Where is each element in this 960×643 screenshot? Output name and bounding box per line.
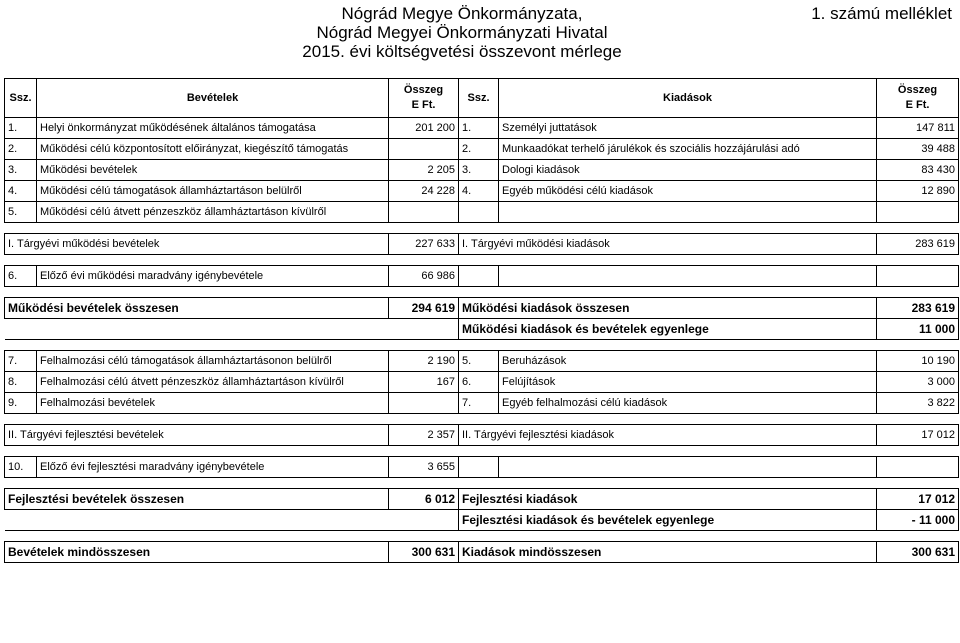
- spacer-cell: [499, 287, 877, 298]
- spacer-cell: [5, 446, 37, 457]
- income-amount: 2 190: [389, 351, 459, 372]
- expense-ssz: 2.: [459, 139, 499, 160]
- expense-summary-label: I. Tárgyévi működési kiadások: [459, 234, 877, 255]
- spacer-row: [5, 287, 959, 298]
- expense-summary-label: Fejlesztési kiadások és bevételek egyenlege: [459, 510, 877, 531]
- summary-row: [5, 234, 959, 255]
- spacer-cell: [389, 446, 459, 457]
- table-row: [5, 118, 959, 139]
- spacer-row: [5, 255, 959, 266]
- summary-row: [5, 510, 959, 531]
- table-row: [5, 160, 959, 181]
- spacer-cell: [459, 223, 499, 234]
- spacer-cell: [877, 223, 959, 234]
- income-ssz: 3.: [5, 160, 37, 181]
- summary-row: [5, 425, 959, 446]
- spacer-cell: [37, 531, 389, 542]
- table-header-row: [5, 79, 959, 118]
- col-amount-left: [389, 79, 459, 118]
- table-row: [5, 139, 959, 160]
- income-item: Előző évi fejlesztési maradvány igénybevétele: [37, 457, 389, 478]
- spacer-cell: [37, 414, 389, 425]
- expense-summary-label: II. Tárgyévi fejlesztési kiadások: [459, 425, 877, 446]
- amount-unit: E Ft.: [411, 99, 436, 111]
- expense-amount: 10 190: [877, 351, 959, 372]
- col-income: Bevételek: [37, 79, 389, 118]
- spacer-cell: [877, 531, 959, 542]
- document-title: [242, 4, 682, 61]
- expense-item: [499, 457, 877, 478]
- spacer-cell: [459, 414, 499, 425]
- spacer-cell: [877, 414, 959, 425]
- expense-ssz: [459, 266, 499, 287]
- spacer-cell: [389, 478, 459, 489]
- spacer-cell: [459, 255, 499, 266]
- spacer-cell: [389, 287, 459, 298]
- spacer-cell: [389, 414, 459, 425]
- spacer-cell: [389, 223, 459, 234]
- expense-item: Személyi juttatások: [499, 118, 877, 139]
- expense-item: Beruházások: [499, 351, 877, 372]
- income-item: Működési célú központosított előirányzat, kiegészítő támogatás: [37, 139, 389, 160]
- summary-row: [5, 319, 959, 340]
- income-summary-label: Bevételek mindösszesen: [5, 542, 389, 563]
- spacer-row: [5, 531, 959, 542]
- income-ssz: 6.: [5, 266, 37, 287]
- spacer-cell: [499, 478, 877, 489]
- spacer-cell: [37, 340, 389, 351]
- income-summary-label: I. Tárgyévi működési bevételek: [5, 234, 389, 255]
- expense-item: Egyéb felhalmozási célú kiadások: [499, 393, 877, 414]
- spacer-row: [5, 223, 959, 234]
- expense-ssz: [459, 457, 499, 478]
- blank-cell: [5, 319, 459, 340]
- income-summary-amount: 2 357: [389, 425, 459, 446]
- col-ssz-left: Ssz.: [5, 79, 37, 118]
- income-amount: 2 205: [389, 160, 459, 181]
- title-line-3: 2015. évi költségvetési összevont mérlege: [302, 42, 622, 61]
- income-item: Felhalmozási célú átvett pénzeszköz államháztartáson kívülről: [37, 372, 389, 393]
- expense-ssz: 6.: [459, 372, 499, 393]
- income-ssz: 9.: [5, 393, 37, 414]
- spacer-cell: [459, 446, 499, 457]
- spacer-cell: [37, 287, 389, 298]
- expense-amount: 3 822: [877, 393, 959, 414]
- spacer-cell: [459, 340, 499, 351]
- expense-ssz: 4.: [459, 181, 499, 202]
- col-ssz-right: Ssz.: [459, 79, 499, 118]
- expense-amount: 3 000: [877, 372, 959, 393]
- spacer-cell: [37, 446, 389, 457]
- expense-summary-label: Fejlesztési kiadások: [459, 489, 877, 510]
- income-ssz: 8.: [5, 372, 37, 393]
- income-amount: 24 228: [389, 181, 459, 202]
- expense-summary-amount: 283 619: [877, 234, 959, 255]
- spacer-cell: [5, 340, 37, 351]
- expense-item: Munkaadókat terhelő járulékok és szociális hozzájárulási adó: [499, 139, 877, 160]
- title-line-1: Nógrád Megye Önkormányzata,: [341, 4, 583, 23]
- spacer-cell: [5, 255, 37, 266]
- spacer-cell: [37, 255, 389, 266]
- income-summary-label: Működési bevételek összesen: [5, 298, 389, 319]
- amount-label: Összeg: [403, 84, 444, 96]
- spacer-cell: [389, 255, 459, 266]
- spacer-cell: [877, 446, 959, 457]
- expense-summary-amount: 283 619: [877, 298, 959, 319]
- income-ssz: 1.: [5, 118, 37, 139]
- income-ssz: 10.: [5, 457, 37, 478]
- income-amount: [389, 202, 459, 223]
- spacer-cell: [459, 287, 499, 298]
- expense-item: [499, 202, 877, 223]
- spacer-cell: [499, 446, 877, 457]
- balance-table: [4, 78, 959, 563]
- spacer-cell: [5, 287, 37, 298]
- income-ssz: 5.: [5, 202, 37, 223]
- spacer-cell: [5, 478, 37, 489]
- expense-amount: 83 430: [877, 160, 959, 181]
- annex-label: 1. számú melléklet: [811, 4, 952, 23]
- income-amount: 167: [389, 372, 459, 393]
- income-summary-amount: 227 633: [389, 234, 459, 255]
- spacer-cell: [37, 223, 389, 234]
- income-amount: 66 986: [389, 266, 459, 287]
- expense-ssz: [459, 202, 499, 223]
- spacer-row: [5, 446, 959, 457]
- income-item: Felhalmozási célú támogatások államháztartásonon belülről: [37, 351, 389, 372]
- amount-unit: E Ft.: [905, 99, 930, 111]
- spacer-cell: [389, 340, 459, 351]
- expense-summary-amount: 17 012: [877, 425, 959, 446]
- summary-row: [5, 298, 959, 319]
- expense-amount: 147 811: [877, 118, 959, 139]
- income-item: Működési célú átvett pénzeszköz államháztartáson kívülről: [37, 202, 389, 223]
- expense-summary-amount: 300 631: [877, 542, 959, 563]
- spacer-cell: [877, 478, 959, 489]
- income-amount: [389, 139, 459, 160]
- income-amount: [389, 393, 459, 414]
- expense-summary-amount: - 11 000: [877, 510, 959, 531]
- spacer-cell: [5, 531, 37, 542]
- spacer-cell: [499, 255, 877, 266]
- expense-ssz: 7.: [459, 393, 499, 414]
- income-item: Felhalmozási bevételek: [37, 393, 389, 414]
- income-item: Működési célú támogatások államháztartáson belülről: [37, 181, 389, 202]
- expense-item: Felújítások: [499, 372, 877, 393]
- income-ssz: 4.: [5, 181, 37, 202]
- table-row: [5, 372, 959, 393]
- spacer-row: [5, 414, 959, 425]
- spacer-cell: [499, 414, 877, 425]
- col-expense: Kiadások: [499, 79, 877, 118]
- income-item: Helyi önkormányzat működésének általános támogatása: [37, 118, 389, 139]
- table-row: [5, 351, 959, 372]
- table-row: [5, 457, 959, 478]
- income-summary-amount: 294 619: [389, 298, 459, 319]
- spacer-cell: [877, 287, 959, 298]
- expense-ssz: 1.: [459, 118, 499, 139]
- expense-summary-label: Működési kiadások és bevételek egyenlege: [459, 319, 877, 340]
- amount-label: Összeg: [897, 84, 938, 96]
- col-amount-right: [877, 79, 959, 118]
- income-summary-label: II. Tárgyévi fejlesztési bevételek: [5, 425, 389, 446]
- income-summary-amount: 300 631: [389, 542, 459, 563]
- spacer-cell: [459, 531, 499, 542]
- table-row: [5, 181, 959, 202]
- table-row: [5, 393, 959, 414]
- blank-cell: [5, 510, 459, 531]
- spacer-row: [5, 340, 959, 351]
- expense-summary-amount: 11 000: [877, 319, 959, 340]
- income-summary-label: Fejlesztési bevételek összesen: [5, 489, 389, 510]
- expense-amount: 39 488: [877, 139, 959, 160]
- table-row: [5, 202, 959, 223]
- income-amount: 3 655: [389, 457, 459, 478]
- spacer-row: [5, 478, 959, 489]
- spacer-cell: [877, 340, 959, 351]
- summary-row: [5, 489, 959, 510]
- spacer-cell: [877, 255, 959, 266]
- expense-amount: 12 890: [877, 181, 959, 202]
- expense-amount: [877, 266, 959, 287]
- expense-ssz: 5.: [459, 351, 499, 372]
- income-item: Működési bevételek: [37, 160, 389, 181]
- summary-row: [5, 542, 959, 563]
- table-row: [5, 266, 959, 287]
- expense-summary-label: Működési kiadások összesen: [459, 298, 877, 319]
- spacer-cell: [389, 531, 459, 542]
- expense-amount: [877, 457, 959, 478]
- expense-item: [499, 266, 877, 287]
- expense-ssz: 3.: [459, 160, 499, 181]
- spacer-cell: [499, 223, 877, 234]
- income-ssz: 7.: [5, 351, 37, 372]
- spacer-cell: [499, 531, 877, 542]
- expense-summary-amount: 17 012: [877, 489, 959, 510]
- spacer-cell: [5, 223, 37, 234]
- income-summary-amount: 6 012: [389, 489, 459, 510]
- expense-summary-label: Kiadások mindösszesen: [459, 542, 877, 563]
- expense-item: Dologi kiadások: [499, 160, 877, 181]
- income-item: Előző évi működési maradvány igénybevétele: [37, 266, 389, 287]
- expense-amount: [877, 202, 959, 223]
- income-ssz: 2.: [5, 139, 37, 160]
- spacer-cell: [459, 478, 499, 489]
- title-line-2: Nógrád Megyei Önkormányzati Hivatal: [316, 23, 608, 42]
- spacer-cell: [499, 340, 877, 351]
- income-amount: 201 200: [389, 118, 459, 139]
- expense-item: Egyéb működési célú kiadások: [499, 181, 877, 202]
- spacer-cell: [37, 478, 389, 489]
- spacer-cell: [5, 414, 37, 425]
